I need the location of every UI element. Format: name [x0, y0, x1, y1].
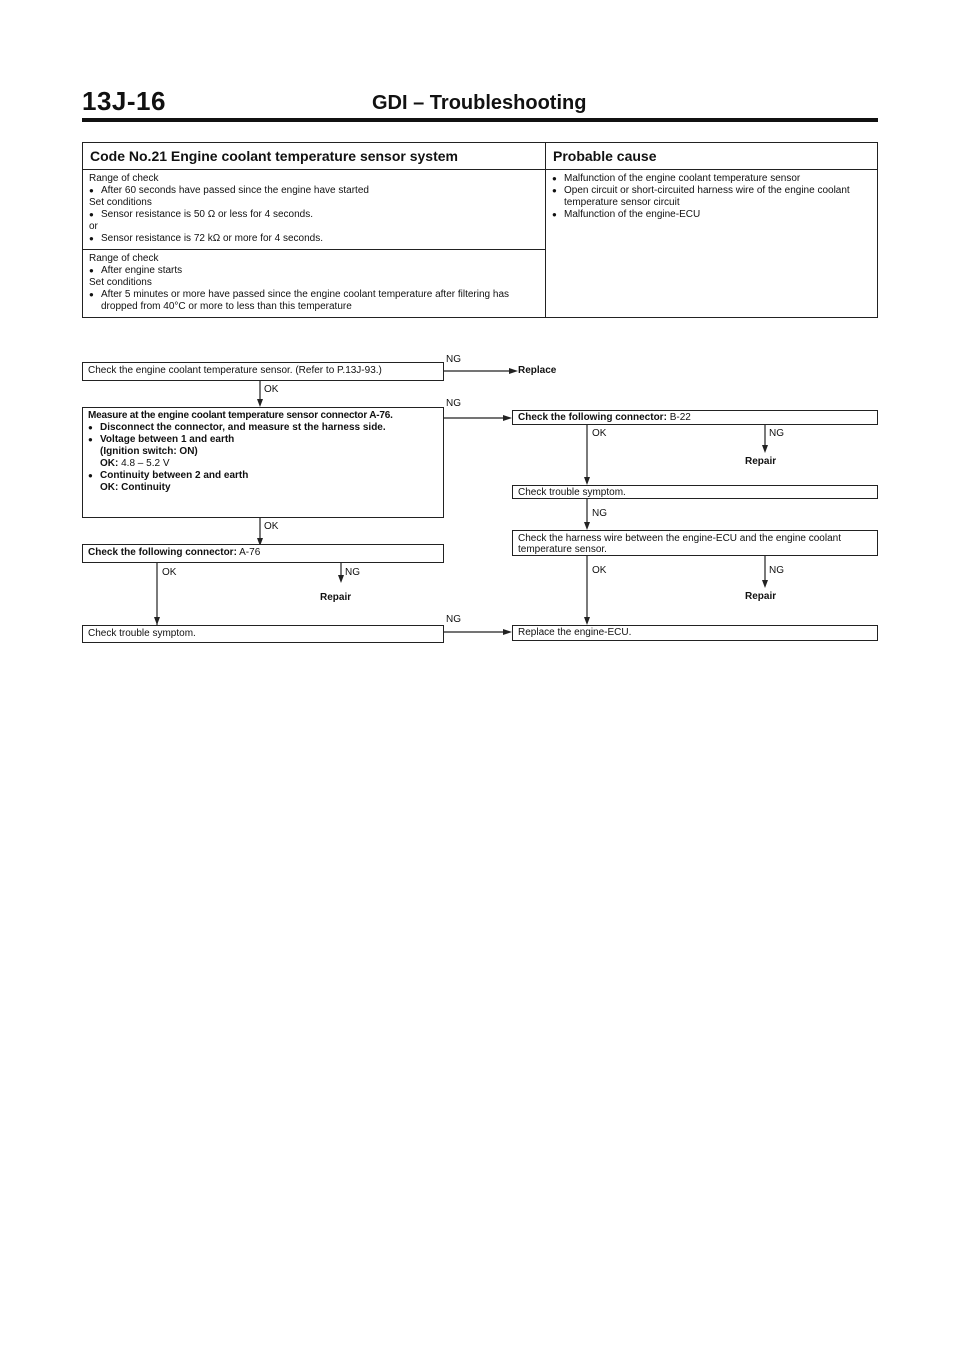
connector-code: A-76 [239, 547, 261, 558]
replace-label: Replace [518, 365, 557, 376]
ok-label: OK [162, 567, 177, 578]
measure-item: ● Continuity between 2 and earth [88, 470, 438, 482]
set-item: ● Sensor resistance is 72 kΩ or more for 4 seconds. [89, 233, 539, 245]
or-text: or [89, 221, 98, 232]
connector-code: B-22 [669, 412, 691, 423]
range-label: Range of check [89, 253, 159, 264]
set-item: ● Sensor resistance is 50 Ω or less for 4 seconds. [89, 209, 539, 221]
ok-label: OK [264, 521, 279, 532]
ok-criteria-value: 4.8 – 5.2 V [121, 458, 170, 469]
connector-label: Check the following connector: [518, 412, 667, 423]
set-item: ● After 5 minutes or more have passed since the engine coolant temperature after filtering has dropped from 40°C or more to less than this temperature [89, 289, 539, 313]
repair-label: Repair [745, 456, 777, 467]
page-number: 13J-16 [82, 86, 166, 116]
replace-ecu-box: Replace the engine-ECU. [512, 625, 878, 641]
measure-item: ● Disconnect the connector, and measure st the harness side. [88, 422, 438, 434]
ok-criteria-value: Continuity [121, 482, 171, 493]
check-harness-box: Check the harness wire between the engine-ECU and the engine coolant temperature sensor. [512, 530, 878, 556]
check-sensor-box: Check the engine coolant temperature sensor. (Refer to P.13J-93.) [82, 362, 444, 381]
cause-item: ● Malfunction of the engine coolant temperature sensor [552, 173, 871, 185]
range-item: ● After engine starts [89, 265, 539, 277]
range-item: ● After 60 seconds have passed since the engine have started [89, 185, 539, 197]
cause-heading: Probable cause [546, 143, 878, 170]
code-heading: Code No.21 Engine coolant temperature sensor system [83, 143, 546, 170]
measure-title: Measure at the engine coolant temperature sensor connector A-76. [88, 410, 393, 421]
ng-label: NG [446, 354, 461, 365]
set-label: Set conditions [89, 277, 152, 288]
ng-label: NG [592, 508, 607, 519]
page-title: GDI – Troubleshooting [372, 92, 587, 114]
set-label: Set conditions [89, 197, 152, 208]
connector-a76-box [82, 544, 444, 563]
range-label: Range of check [89, 173, 159, 184]
ok-label: OK [592, 565, 607, 576]
connector-b22-box [512, 410, 878, 425]
ok-label: OK [264, 384, 279, 395]
cause-item: ● Malfunction of the engine-ECU [552, 209, 871, 221]
ok-criteria-label: OK: [100, 458, 119, 469]
measure-item: ● Voltage between 1 and earth [88, 434, 438, 446]
measure-sub: (Ignition switch: ON) [100, 446, 198, 457]
ng-label: NG [345, 567, 360, 578]
measure-box [82, 407, 444, 518]
ok-criteria-label: OK: [100, 482, 119, 493]
ng-label: NG [446, 398, 461, 409]
check-trouble-box: Check trouble symptom. [512, 485, 878, 499]
check-trouble-box: Check trouble symptom. [82, 625, 444, 643]
ng-label: NG [446, 614, 461, 625]
ok-label: OK [592, 428, 607, 439]
cause-item: ● Open circuit or short-circuited harness wire of the engine coolant temperature sensor circuit [552, 185, 871, 209]
ng-label: NG [769, 428, 784, 439]
repair-label: Repair [320, 592, 352, 603]
repair-label: Repair [745, 591, 777, 602]
connector-label: Check the following connector: [88, 547, 237, 558]
ng-label: NG [769, 565, 784, 576]
